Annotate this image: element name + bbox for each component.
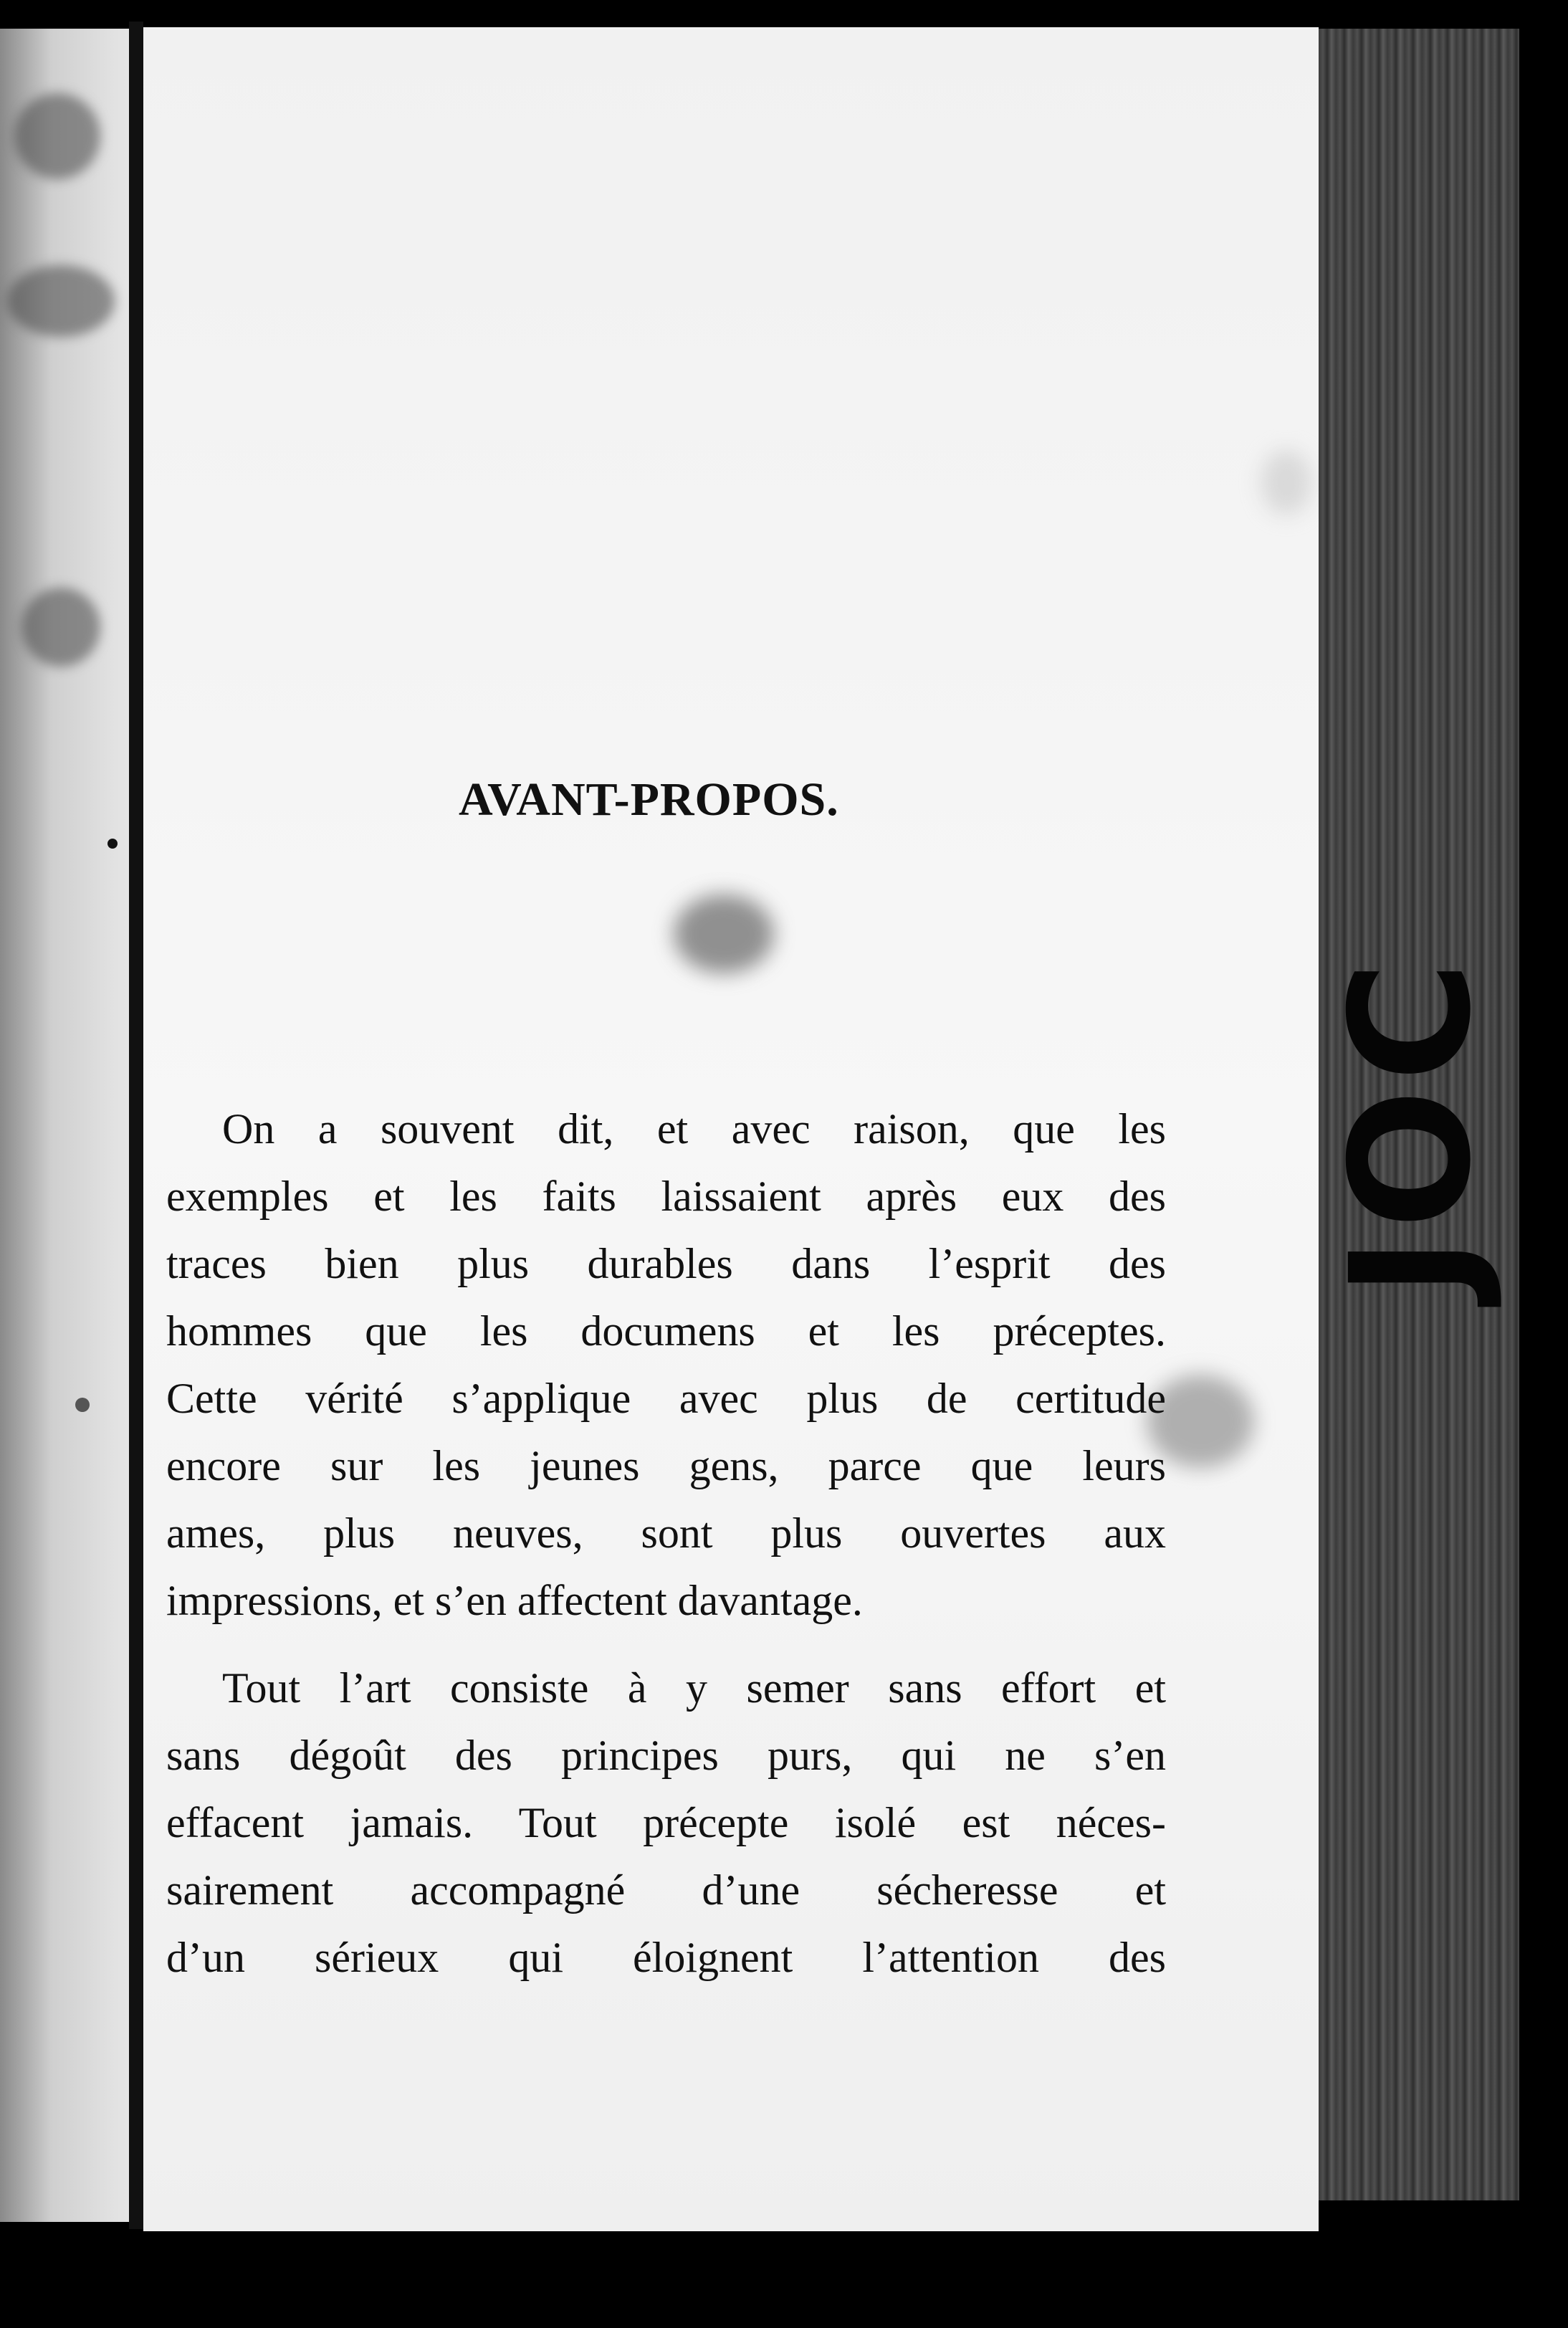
- page-title: AVANT-PROPOS.: [459, 773, 839, 826]
- ink-smudge: [7, 265, 115, 337]
- text-line: hommes que les documens et les préceptes.: [166, 1307, 1166, 1355]
- stamp-text: JOC: [1316, 953, 1508, 1297]
- text-line: d’un sérieux qui éloignent l’attention des: [166, 1934, 1166, 1981]
- library-stamp: [1316, 874, 1508, 1376]
- text-line: On a souvent dit, et avec raison, que les: [222, 1105, 1166, 1153]
- text-line: ames, plus neuves, sont plus ouvertes aux: [166, 1509, 1166, 1557]
- ink-stain: [674, 895, 774, 973]
- ink-dot: [107, 839, 118, 849]
- text-line: effacent jamais. Tout précepte isolé est néces-: [166, 1799, 1166, 1846]
- text-line: Tout l’art consiste à y semer sans effort et: [222, 1664, 1166, 1712]
- ink-smudge: [14, 93, 100, 179]
- text-line: sairement accompagné d’une sécheresse et: [166, 1866, 1166, 1914]
- ink-dot: [75, 1398, 90, 1412]
- text-line: sans dégoût des principes purs, qui ne s’en: [166, 1732, 1166, 1779]
- text-line: traces bien plus durables dans l’esprit des: [166, 1240, 1166, 1287]
- adjacent-page: [0, 29, 129, 2222]
- page-gutter: [129, 22, 143, 2229]
- text-line: encore sur les jeunes gens, parce que leurs: [166, 1442, 1166, 1489]
- ink-smudge: [21, 588, 100, 667]
- text-line: exemples et les faits laissaient après eux des: [166, 1173, 1166, 1220]
- text-line: Cette vérité s’applique avec plus de certitude: [166, 1375, 1166, 1422]
- paper-spot: [1261, 450, 1311, 515]
- text-line: impressions, et s’en affectent davantage.: [166, 1577, 863, 1624]
